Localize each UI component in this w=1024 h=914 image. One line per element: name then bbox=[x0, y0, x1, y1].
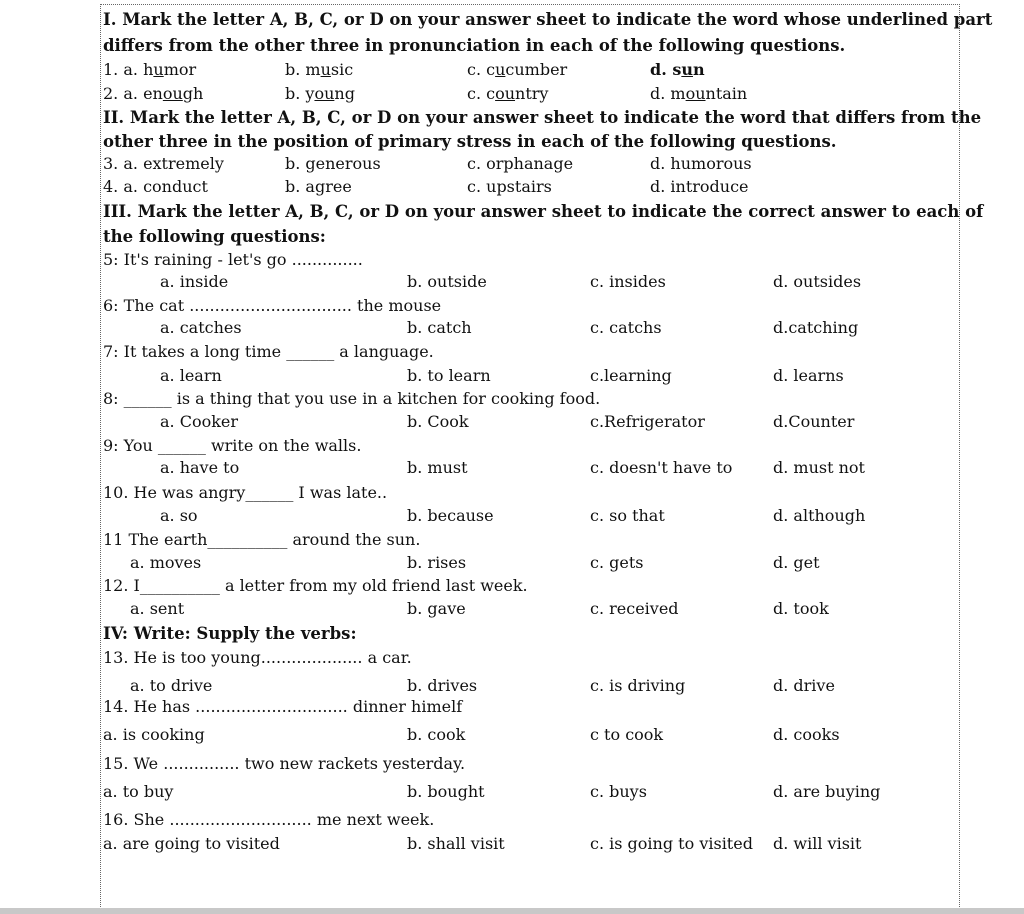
q7-option-a: a. learn bbox=[160, 366, 222, 385]
section-3-title-line-1: III. Mark the letter A, B, C, or D on your answer sheet to indicate the correct answer to each of bbox=[103, 202, 984, 221]
q2-option-c: c. country bbox=[467, 84, 549, 103]
q4-option-d: d. introduce bbox=[650, 177, 749, 196]
q7-option-b: b. to learn bbox=[407, 366, 491, 385]
q7-option-d: d. learns bbox=[773, 366, 844, 385]
q5-option-a: a. inside bbox=[160, 272, 229, 291]
q13-option-c: c. is driving bbox=[590, 676, 686, 695]
q8-option-a: a. Cooker bbox=[160, 412, 239, 431]
q11-stem: 11 The earth__________ around the sun. bbox=[103, 530, 421, 549]
q3-option-a: 3. a. extremely bbox=[103, 154, 224, 173]
q5-option-b: b. outside bbox=[407, 272, 487, 291]
q14-stem: 14. He has .............................. dinner himelf bbox=[103, 697, 463, 716]
q8-option-d: d.Counter bbox=[773, 412, 855, 431]
section-4-title: IV: Write: Supply the verbs: bbox=[103, 624, 357, 643]
q9-option-a: a. have to bbox=[160, 458, 240, 477]
q16-option-d: d. will visit bbox=[773, 834, 862, 853]
q4-option-b: b. agree bbox=[285, 177, 352, 196]
q1-option-b: b. music bbox=[285, 60, 354, 79]
q13-option-b: b. drives bbox=[407, 676, 478, 695]
q4-option-a: 4. a. conduct bbox=[103, 177, 208, 196]
q11-option-a: a. moves bbox=[130, 553, 202, 572]
q7-option-c: c.learning bbox=[590, 366, 672, 385]
q3-option-c: c. orphanage bbox=[467, 154, 574, 173]
section-1-title-line-1: I. Mark the letter A, B, C, or D on your answer sheet to indicate the word whose underlined part bbox=[103, 10, 993, 29]
q11-option-d: d. get bbox=[773, 553, 820, 572]
q6-option-d: d.catching bbox=[773, 318, 859, 337]
q4-option-c: c. upstairs bbox=[467, 177, 552, 196]
q8-option-c: c.Refrigerator bbox=[590, 412, 705, 431]
section-3-title-line-2: the following questions: bbox=[103, 227, 326, 246]
q5-stem: 5: It's raining - let's go .............. bbox=[103, 250, 363, 269]
q7-stem: 7: It takes a long time ______ a language. bbox=[103, 342, 434, 361]
q6-stem: 6: The cat ................................ the mouse bbox=[103, 296, 442, 315]
q12-option-b: b. gave bbox=[407, 599, 466, 618]
q15-option-c: c. buys bbox=[590, 782, 647, 801]
q2-option-a: 2. a. enough bbox=[103, 84, 204, 103]
q6-option-a: a. catches bbox=[160, 318, 242, 337]
q10-option-c: c. so that bbox=[590, 506, 665, 525]
q16-stem: 16. She ............................ me next week. bbox=[103, 810, 435, 829]
q15-option-b: b. bought bbox=[407, 782, 485, 801]
q12-option-a: a. sent bbox=[130, 599, 185, 618]
q10-option-d: d. although bbox=[773, 506, 866, 525]
q8-stem: 8: ______ is a thing that you use in a kitchen for cooking food. bbox=[103, 389, 601, 408]
q12-stem: 12. I__________ a letter from my old friend last week. bbox=[103, 576, 528, 595]
q12-option-d: d. took bbox=[773, 599, 829, 618]
q14-option-b: b. cook bbox=[407, 725, 466, 744]
q16-option-c: c. is going to visited bbox=[590, 834, 753, 853]
q11-option-b: b. rises bbox=[407, 553, 467, 572]
q2-option-d: d. mountain bbox=[650, 84, 748, 103]
q12-option-c: c. received bbox=[590, 599, 679, 618]
q16-option-a: a. are going to visited bbox=[103, 834, 280, 853]
q3-option-b: b. generous bbox=[285, 154, 381, 173]
q11-option-c: c. gets bbox=[590, 553, 644, 572]
q6-option-c: c. catchs bbox=[590, 318, 662, 337]
section-2-title-line-1: II. Mark the letter A, B, C, or D on your answer sheet to indicate the word that differs from the bbox=[103, 108, 982, 127]
q13-option-a: a. to drive bbox=[130, 676, 213, 695]
q2-option-b: b. young bbox=[285, 84, 355, 103]
q10-option-a: a. so bbox=[160, 506, 198, 525]
q14-option-d: d. cooks bbox=[773, 725, 840, 744]
q16-option-b: b. shall visit bbox=[407, 834, 505, 853]
q3-option-d: d. humorous bbox=[650, 154, 752, 173]
q6-option-b: b. catch bbox=[407, 318, 472, 337]
q9-option-c: c. doesn't have to bbox=[590, 458, 733, 477]
q13-stem: 13. He is too young.................... a car. bbox=[103, 648, 412, 667]
q13-option-d: d. drive bbox=[773, 676, 835, 695]
q5-option-d: d. outsides bbox=[773, 272, 862, 291]
section-2-title-line-2: other three in the position of primary stress in each of the following questions. bbox=[103, 132, 837, 151]
q9-option-b: b. must bbox=[407, 458, 468, 477]
q15-option-a: a. to buy bbox=[103, 782, 174, 801]
q14-option-a: a. is cooking bbox=[103, 725, 205, 744]
q9-stem: 9: You ______ write on the walls. bbox=[103, 436, 362, 455]
q5-option-c: c. insides bbox=[590, 272, 666, 291]
q1-option-a: 1. a. humor bbox=[103, 60, 197, 79]
window-bottom-edge bbox=[0, 908, 1024, 914]
q15-stem: 15. We ............... two new rackets yesterday. bbox=[103, 754, 466, 773]
q10-stem: 10. He was angry______ I was late.. bbox=[103, 483, 388, 502]
q8-option-b: b. Cook bbox=[407, 412, 469, 431]
q9-option-d: d. must not bbox=[773, 458, 865, 477]
q1-option-d: d. sun bbox=[650, 60, 705, 79]
section-1-title-line-2: differs from the other three in pronunciation in each of the following questions. bbox=[103, 36, 846, 55]
q14-option-c: c to cook bbox=[590, 725, 664, 744]
q10-option-b: b. because bbox=[407, 506, 494, 525]
q1-option-c: c. cucumber bbox=[467, 60, 568, 79]
q15-option-d: d. are buying bbox=[773, 782, 881, 801]
